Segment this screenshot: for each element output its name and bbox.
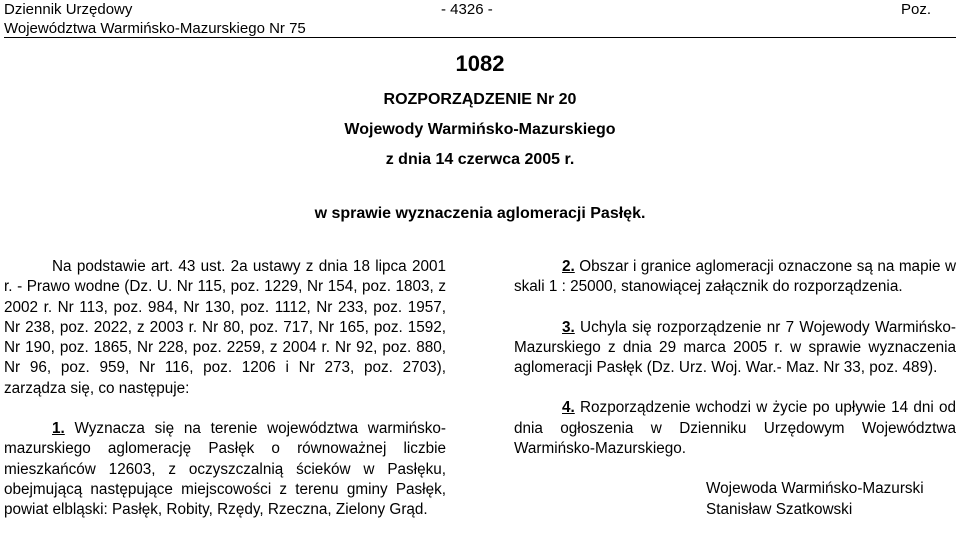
position-number: 1082 [455,51,505,76]
signature-title: Wojewoda Warmińsko-Mazurski [706,480,924,498]
act-date: z dnia 14 czerwca 2005 r. [385,151,575,168]
section-1-number: 1. [52,420,65,438]
page-number: - 4326 - [441,1,493,18]
section-2-number: 2. [562,258,575,275]
section-2-text: Obszar i granice aglomeracji oznaczone są na mapie w skali 1 : 25000, stanowiącej załącznik do rozporządzenia. [514,258,957,296]
section-4-text: Rozporządzenie wchodzi w życie po upływie 14 dni od dnia ogłoszenia w Dzienniku Urzędowym Województwa Warmińsko-Mazurskiego. [514,399,956,458]
section-3-text: Uchyla się rozporządzenie nr 7 Wojewody Warmińsko-Mazurskiego z dnia 29 marca 2005 r. w sprawie wyznaczenia aglomeracji Pasłęk (Dz. Urz. Woj. War.- Maz. Nr 33, poz. 489). [514,318,956,377]
right-column [514,257,956,520]
preamble: Na podstawie art. 43 ust. 2a ustawy z dnia 18 lipca 2001 r. - Prawo wodne (Dz. U. Nr 115, poz. 1229, Nr 154, poz. 1803, z 2002 r. Nr 113, poz. 984, Nr 130, poz. 1112, Nr 233, poz. 1957, Nr 238, poz. 2022, z 2003 r. Nr 80, poz. 717, Nr 165, poz. 1592, Nr 190, poz. 1865, Nr 228, poz. 2259, z 2004 r. Nr 92, poz. 880, Nr 96, poz. 959, Nr 116, poz. 1206 i Nr 273, poz. 2703), zarządza się, co następuje: [4,258,446,397]
document-header [4,0,306,38]
section-2 [514,257,956,298]
left-column [4,257,446,521]
header-divider [4,37,956,38]
act-title: ROZPORZĄDZENIE Nr 20 [383,91,577,108]
section-3-number: 3. [562,318,575,336]
act-issuer: Wojewody Warmińsko-Mazurskiego [344,121,616,138]
section-3 [514,318,956,379]
section-4-number: 4. [562,399,575,417]
section-1-text: Wyznacza się na terenie województwa warmińsko-mazurskiego aglomerację Pasłęk o równoważnej liczbie mieszkańców 12603, z oczyszczalnią ścieków w Pasłęku, obejmującą następujące miejscowości z terenu gminy Pasłęk, powiat elbląski: Pasłęk, Robity, Rzędy, Rzeczna, Zielony Grąd. [4,420,446,519]
signature-name: Stanisław Szatkowski [706,500,853,518]
act-subject: w sprawie wyznaczenia aglomeracji Pasłęk. [314,205,646,222]
journal-title: Dziennik Urzędowy [4,1,133,18]
section-4 [514,398,956,459]
position-label: Poz. [901,1,932,18]
voivodeship-issue: Województwa Warmińsko-Mazurskiego Nr 75 [4,20,306,37]
section-1 [4,419,446,520]
